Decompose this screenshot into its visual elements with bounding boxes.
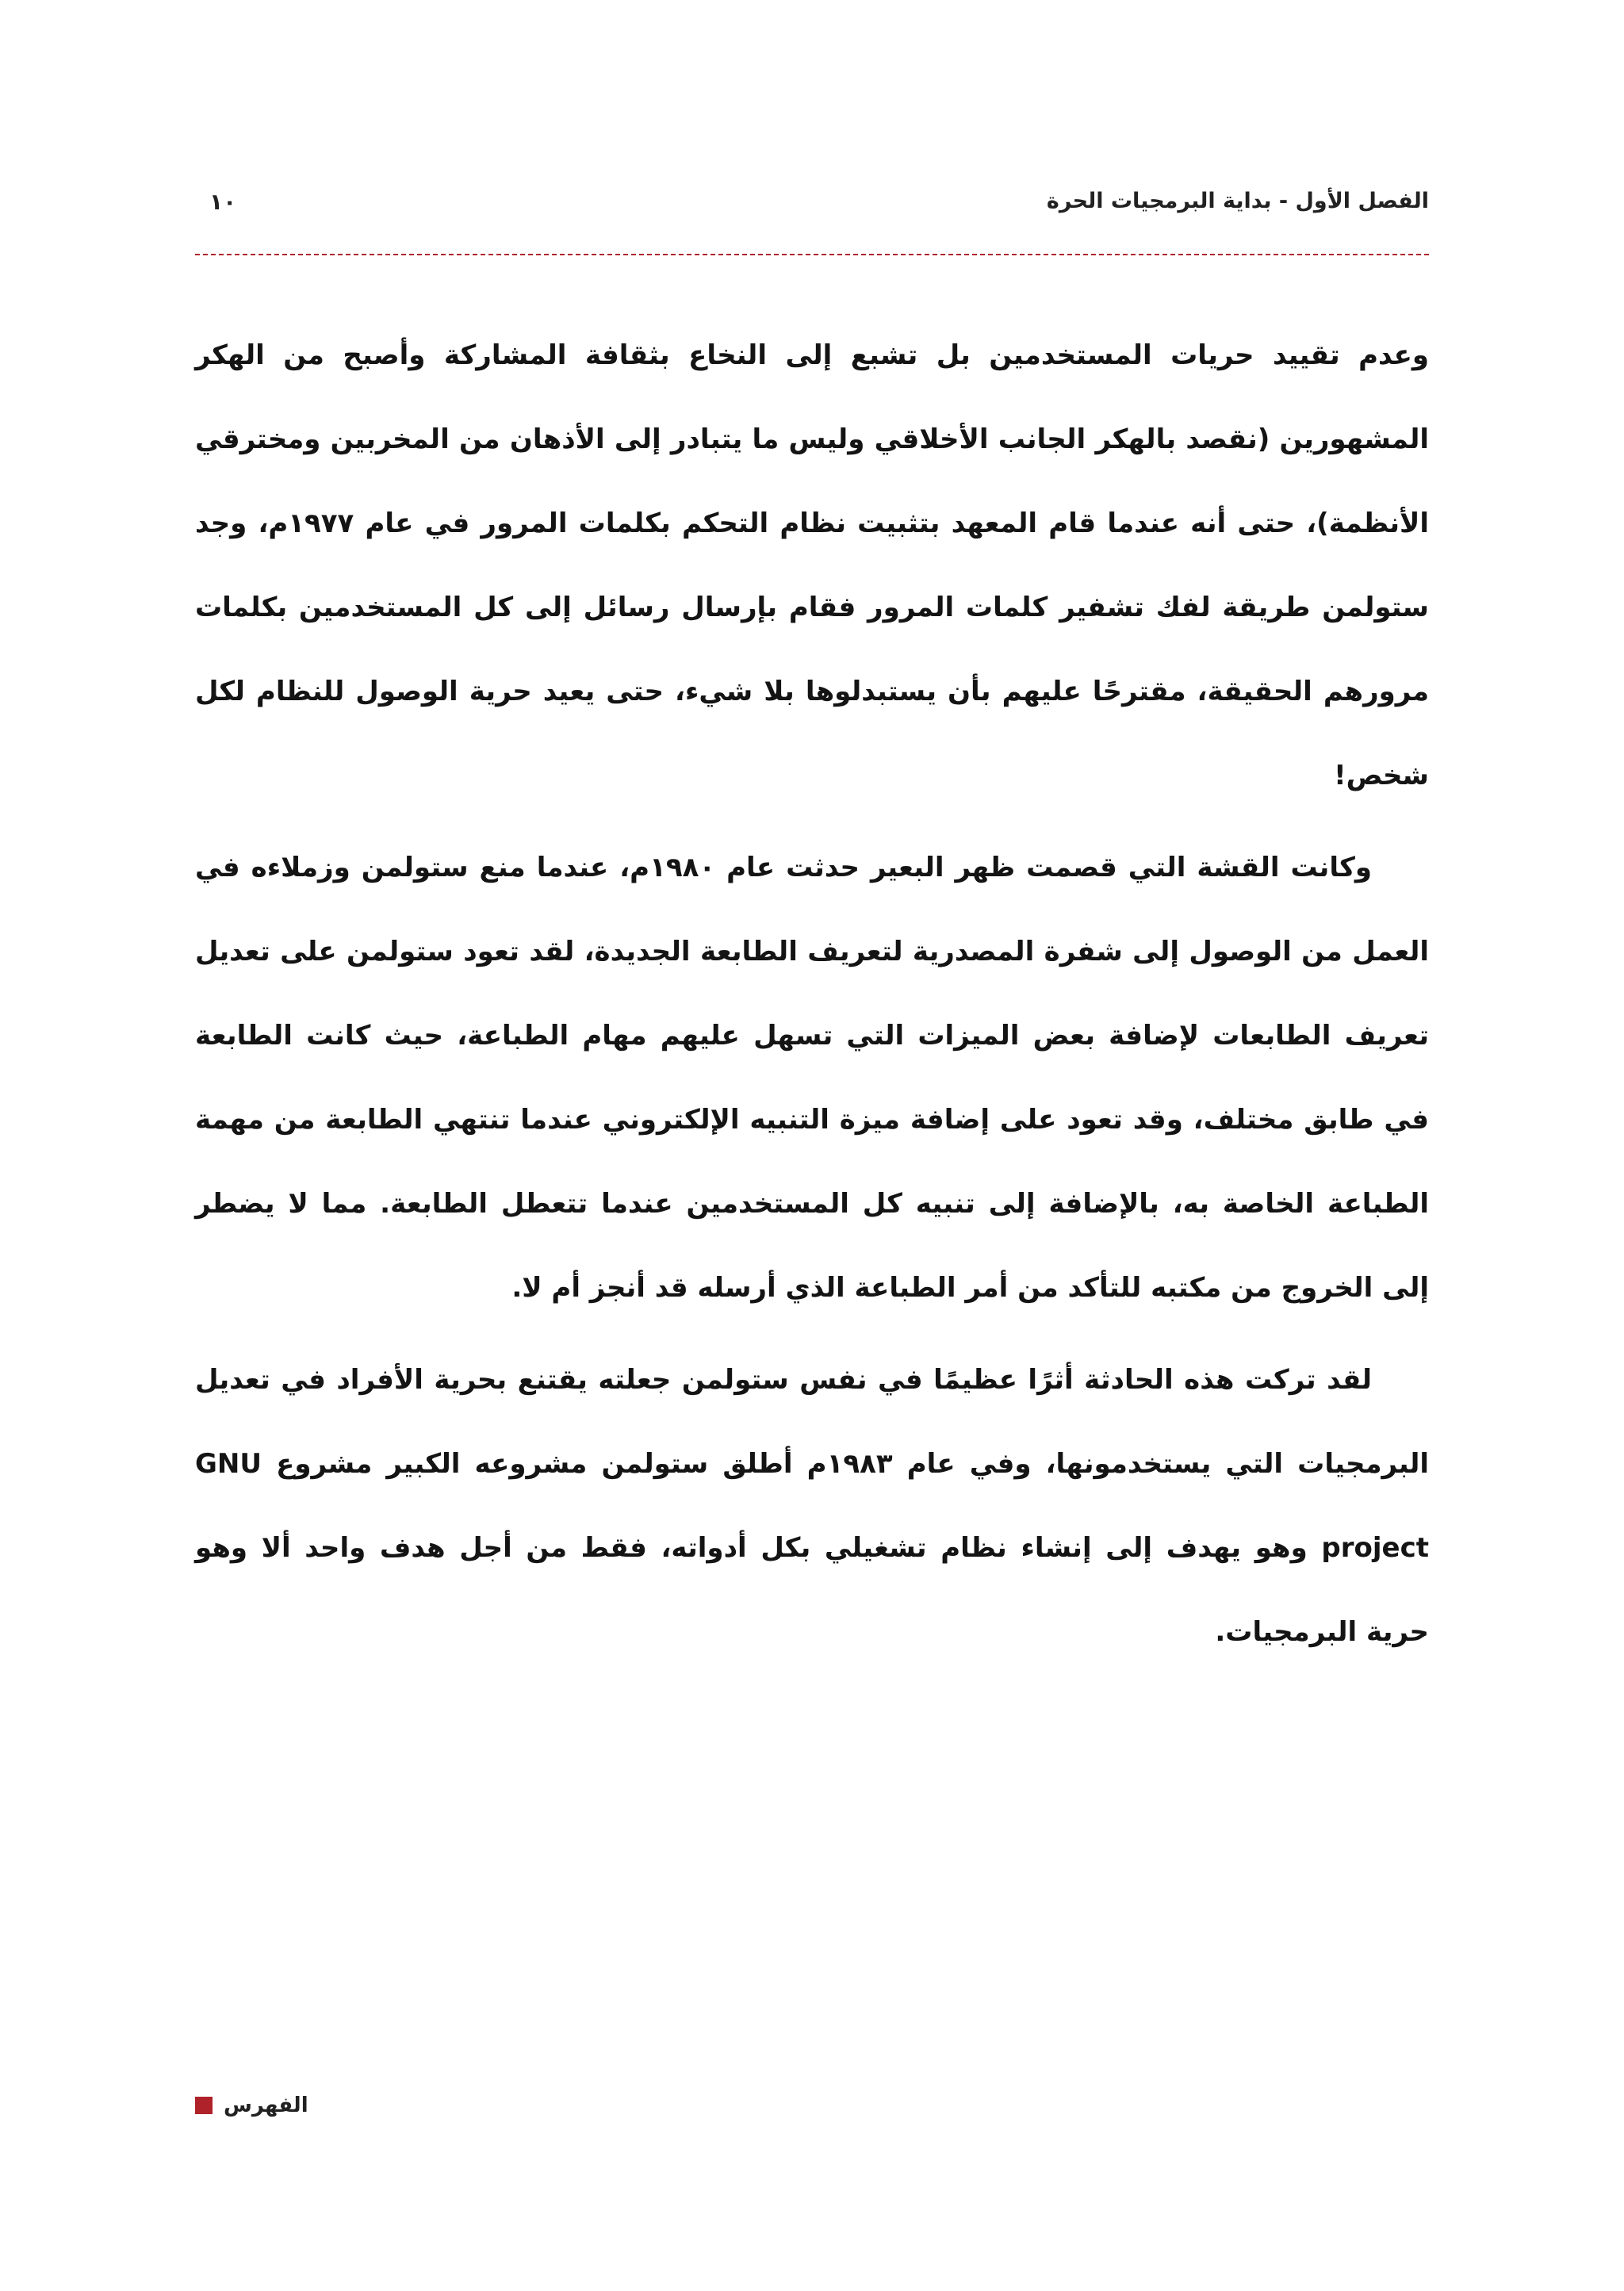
square-icon [195,2097,213,2114]
index-link-label: الفهرس [224,2094,308,2117]
chapter-title: الفصل الأول - بداية البرمجيات الحرة [1046,189,1429,213]
paragraph-2: وكانت القشة التي قصمت ظهر البعير حدثت عام ١٩٨٠م، عندما منع ستولمن وزملاءه في العمل من الوصول إلى شفرة المصدرية لتعريف الطابعة الجديدة، لقد تعود ستولمن على تعديل تعريف الطابعات لإضافة بعض الميزات التي تسهل عليهم مهام الطباعة، حيث كانت الطابعة في طابق مختلف، وقد تعود على إضافة ميزة التنبيه الإلكتروني عندما تنتهي الطابعة من مهمة الطباعة الخاصة به، بالإضافة إلى تنبيه كل المستخدمين عندما تتعطل الطابعة. مما لا يضطر إلى الخروج من مكتبه للتأكد من أمر الطباعة الذي أرسله قد أنجز أم لا. [195,852,1429,1304]
index-link[interactable] [195,2094,308,2117]
header-divider [195,254,1429,255]
running-header [195,189,1429,236]
paragraph-3: لقد تركت هذه الحادثة أثرًا عظيمًا في نفس ستولمن جعلته يقتنع بحرية الأفراد في تعديل البرمجيات التي يستخدمونها، وفي عام ١٩٨٣م أطلق ستولمن مشروعه الكبير مشروع GNU project وهو يهدف إلى إنشاء نظام تشغيلي بكل أدواته، فقط من أجل هدف واحد ألا وهو حرية البرمجيات. [195,1364,1429,1648]
paragraph-1: وعدم تقييد حريات المستخدمين بل تشبع إلى النخاع بثقافة المشاركة وأصبح من الهكر المشهورين (نقصد بالهكر الجانب الأخلاقي وليس ما يتبادر إلى الأذهان من المخربين ومخترقي الأنظمة)، حتى أنه عندما قام المعهد بتثبيت نظام التحكم بكلمات المرور في عام ١٩٧٧م، وجد ستولمن طريقة لفك تشفير كلمات المرور فقام بإرسال رسائل إلى كل المستخدمين بكلمات مرورهم الحقيقة، مقترحًا عليهم بأن يستبدلوها بلا شيء، حتى يعيد حرية الوصول للنظام لكل شخص! [195,339,1429,791]
page-number: ١٠ [209,189,237,215]
body-text [195,313,1429,1674]
